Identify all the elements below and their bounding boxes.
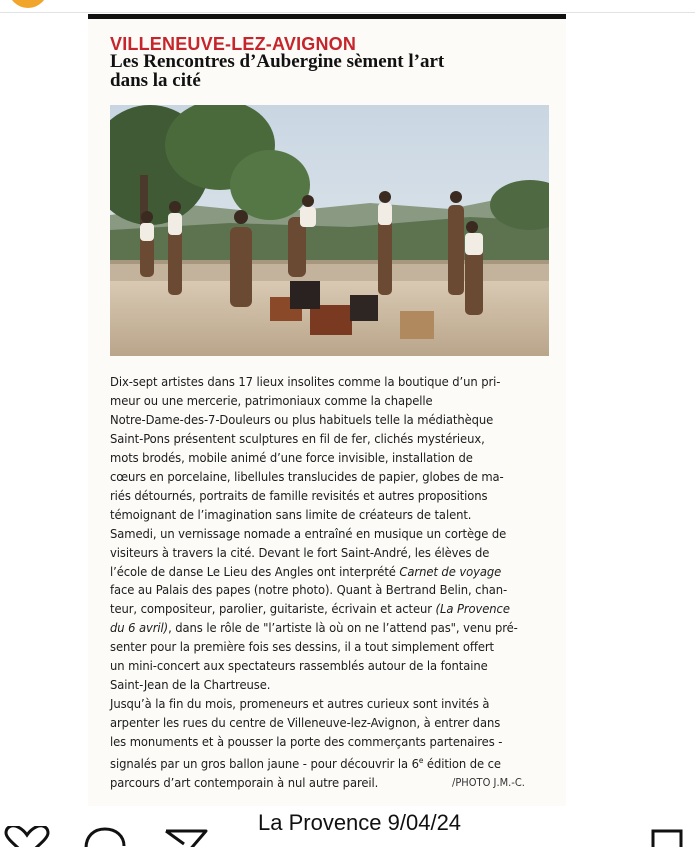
italic-provence-date: du 6 avril)	[110, 620, 169, 636]
dance-photo-illustration	[110, 105, 549, 356]
italic-carnet: Carnet de voyage	[399, 563, 502, 579]
article-line-text: teur, compositeur, parolier, guitariste, écrivain et acteur	[110, 601, 436, 617]
article-line: mots brodés, mobile animé d’une force invisible, installation de	[110, 449, 473, 465]
article-line-text: édition de ce	[423, 756, 501, 772]
post-caption: La Provence 9/04/24	[258, 810, 462, 835]
headline-line-1: Les Rencontres d’Aubergine sèment l’art	[110, 51, 445, 72]
article-line	[110, 619, 518, 638]
newspaper-clipping	[88, 14, 566, 806]
share-button[interactable]	[164, 826, 210, 847]
article-line: senter pour la première fois ses dessins, il a tout simplement offert	[110, 639, 494, 655]
article-line: arpenter les rues du centre de Villeneuve-lez-Avignon, à entrer dans	[110, 715, 501, 731]
article-line: cœurs en porcelaine, libellules translucides de papier, globes de ma-	[110, 468, 504, 484]
article-line: un mini-concert aux spectateurs rassemblés autour de la fontaine	[110, 658, 488, 674]
article-body	[110, 373, 518, 793]
article-line	[110, 752, 515, 774]
save-button[interactable]	[650, 826, 686, 847]
article-line: Dix-sept artistes dans 17 lieux insolites comme la boutique d’un pri-	[110, 374, 501, 389]
like-button[interactable]	[4, 826, 50, 847]
italic-provence: (La Provence	[435, 601, 510, 617]
edition-superscript: e	[418, 756, 424, 766]
article-line: Jusqu’à la fin du mois, promeneurs et autres curieux sont invités à	[110, 696, 490, 712]
app-logo-icon	[8, 0, 48, 8]
article-headline	[110, 52, 550, 90]
heart-icon	[4, 826, 50, 847]
headline-line-2: dans la cité	[110, 70, 201, 91]
article-kicker: VILLENEUVE-LEZ-AVIGNON	[110, 34, 357, 54]
article-line-text: , dans le rôle de "l’artiste là où on ne l’attend pas", venu pré-	[168, 620, 518, 636]
article-line: les monuments et à pousser la porte des commerçants partenaires -	[110, 734, 503, 750]
dance-photo	[110, 105, 549, 356]
article-line: témoignant de l’imagination sans limite de créateurs de talent.	[110, 506, 472, 522]
comment-icon	[82, 826, 128, 847]
article-line: Saint-Pons présentent sculptures en fil de fer, clichés mystérieux,	[110, 430, 485, 446]
article-line: parcours d’art contemporain à nul autre pareil.	[110, 775, 379, 791]
photo-credit: /PHOTO J.M.-C.	[452, 776, 525, 789]
article-line: visiteurs à travers la cité. Devant le fort Saint-André, les élèves de	[110, 544, 490, 560]
article-line: Samedi, un vernissage nomade a entraîné en musique un cortège de	[110, 525, 507, 541]
article-line	[110, 600, 515, 619]
article-line-text: signalés par un gros ballon jaune - pour découvrir la 6	[110, 756, 419, 772]
article-line: Saint-Jean de la Chartreuse.	[110, 677, 271, 693]
bookmark-icon	[650, 826, 686, 847]
article-line: Notre-Dame-des-7-Douleurs ou plus habituels telle la médiathèque	[110, 411, 494, 427]
comment-button[interactable]	[82, 826, 128, 847]
header-divider	[0, 12, 695, 13]
clipping-top-rule	[88, 14, 566, 19]
share-icon	[164, 826, 210, 847]
article-line: riés détournés, portraits de famille revisités et autres propositions	[110, 487, 488, 503]
article-line-text: l’école de danse Le Lieu des Angles ont interprété	[110, 563, 400, 579]
article-line: face au Palais des papes (notre photo). Quant à Bertrand Belin, chan-	[110, 582, 508, 598]
article-line	[110, 563, 515, 582]
article-line: meur ou une mercerie, patrimoniaux comme la chapelle	[110, 392, 433, 408]
